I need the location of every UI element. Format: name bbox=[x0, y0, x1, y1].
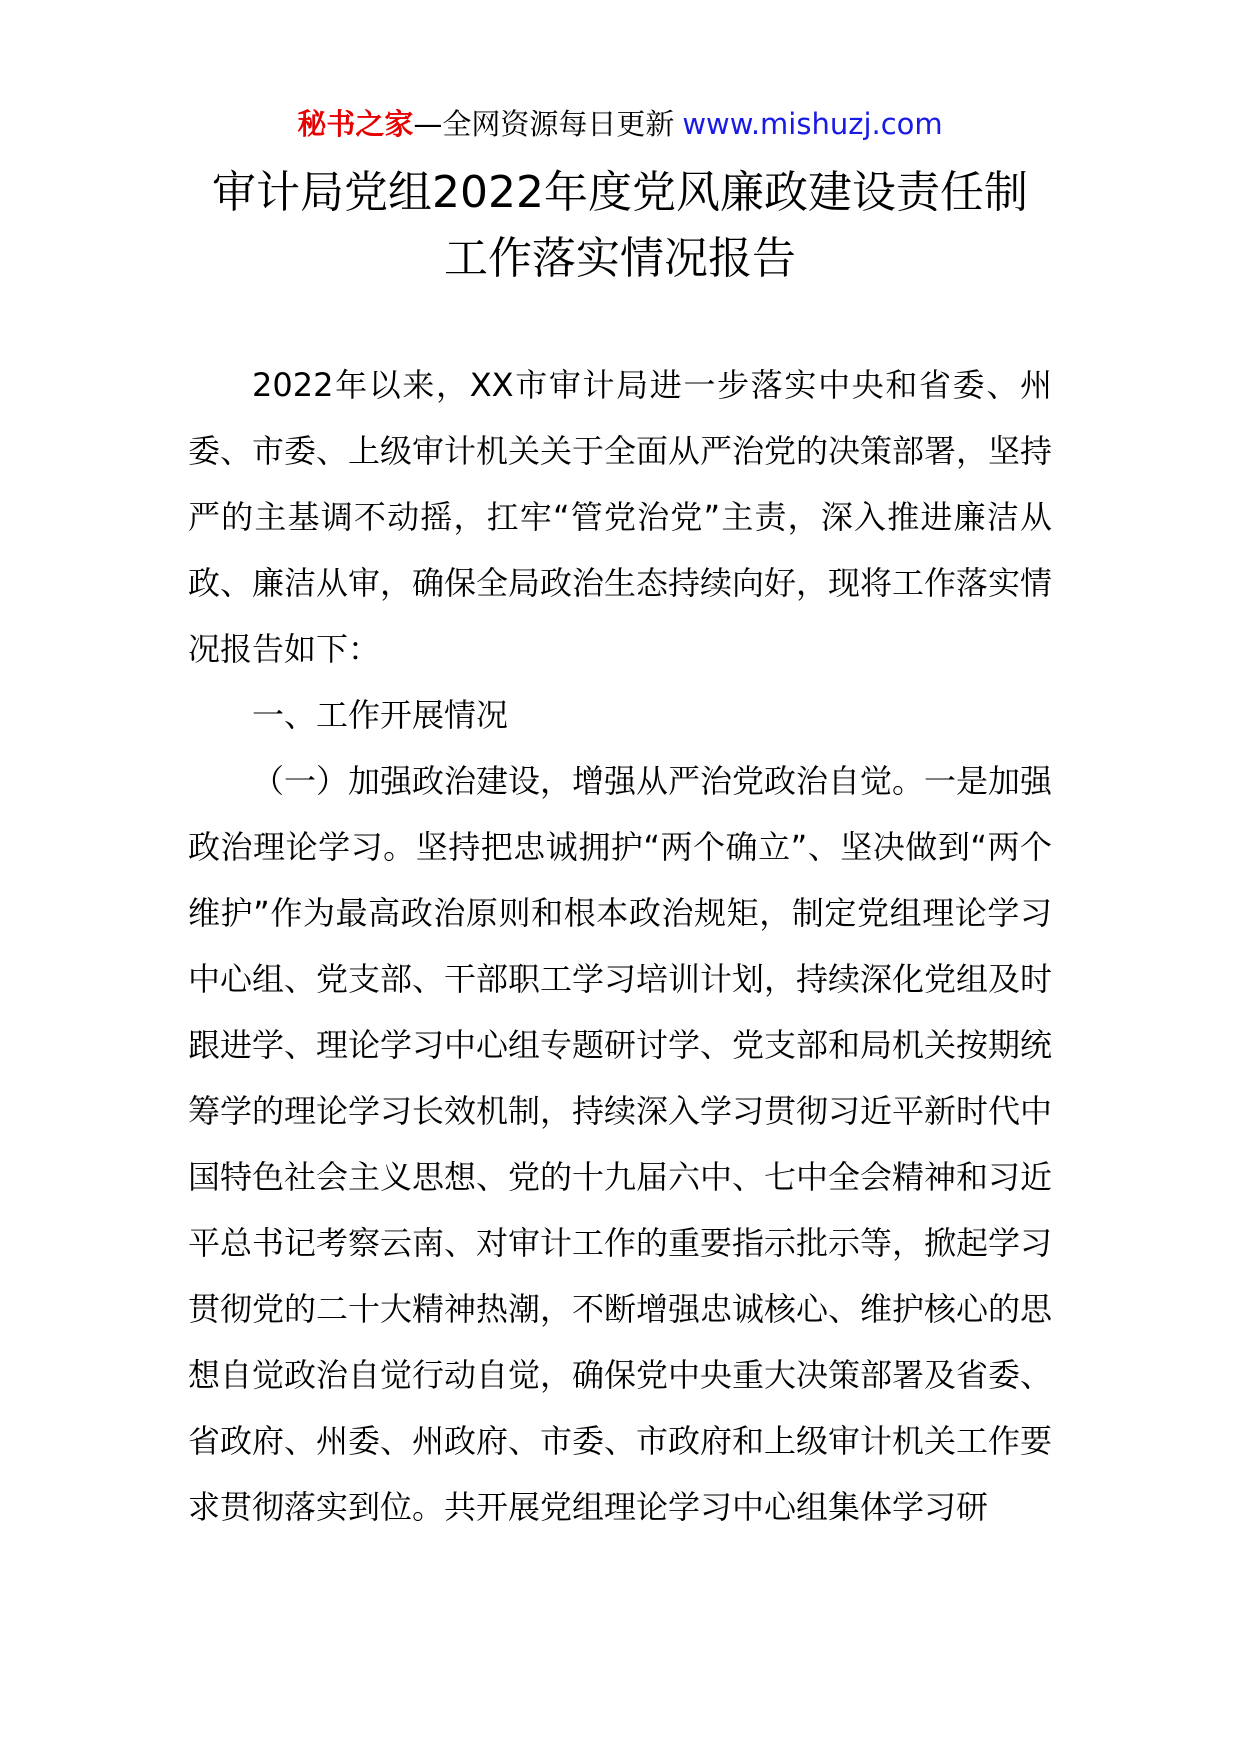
intro-paragraph: 2022年以来，XX市审计局进一步落实中央和省委、州委、市委、上级审计机关关于全面从严治党的决策部署，坚持严的主基调不动摇，扛牢“管党治党”主责，深入推进廉洁从政、廉洁从审，确保全局政治生态持续向好，现将工作落实情况报告如下： bbox=[188, 366, 1053, 668]
document-title bbox=[0, 160, 1240, 292]
title-line-1: 审计局党组2022年度党风廉政建设责任制 bbox=[212, 167, 1028, 218]
site-header bbox=[0, 100, 1240, 148]
document-body bbox=[188, 352, 1052, 1540]
body-paragraph: （一）加强政治建设，增强从严治党政治自觉。一是加强政治理论学习。坚持把忠诚拥护“两个确立”、坚决做到“两个维护”作为最高政治原则和根本政治规矩，制定党组理论学习中心组、党支部、干部职工学习培训计划，持续深化党组及时跟进学、理论学习中心组专题研讨学、党支部和局机关按期统筹学的理论学习长效机制，持续深入学习贯彻习近平新时代中国特色社会主义思想、党的十九届六中、七中全会精神和习近平总书记考察云南、对审计工作的重要指示批示等，掀起学习贯彻党的二十大精神热潮，不断增强忠诚核心、维护核心的思想自觉政治自觉行动自觉，确保党中央重大决策部署及省委、省政府、州委、州政府、市委、市政府和上级审计机关工作要求贯彻落实到位。共开展党组理论学习中心组集体学习研 bbox=[188, 762, 1053, 1526]
section-heading: 一、工作开展情况 bbox=[252, 696, 509, 734]
header-slogan: —全网资源每日更新 bbox=[413, 107, 675, 141]
title-line-2: 工作落实情况报告 bbox=[444, 233, 796, 284]
brand-name: 秘书之家 bbox=[297, 107, 414, 141]
site-url-link[interactable]: www.mishuzj.com bbox=[682, 107, 943, 141]
